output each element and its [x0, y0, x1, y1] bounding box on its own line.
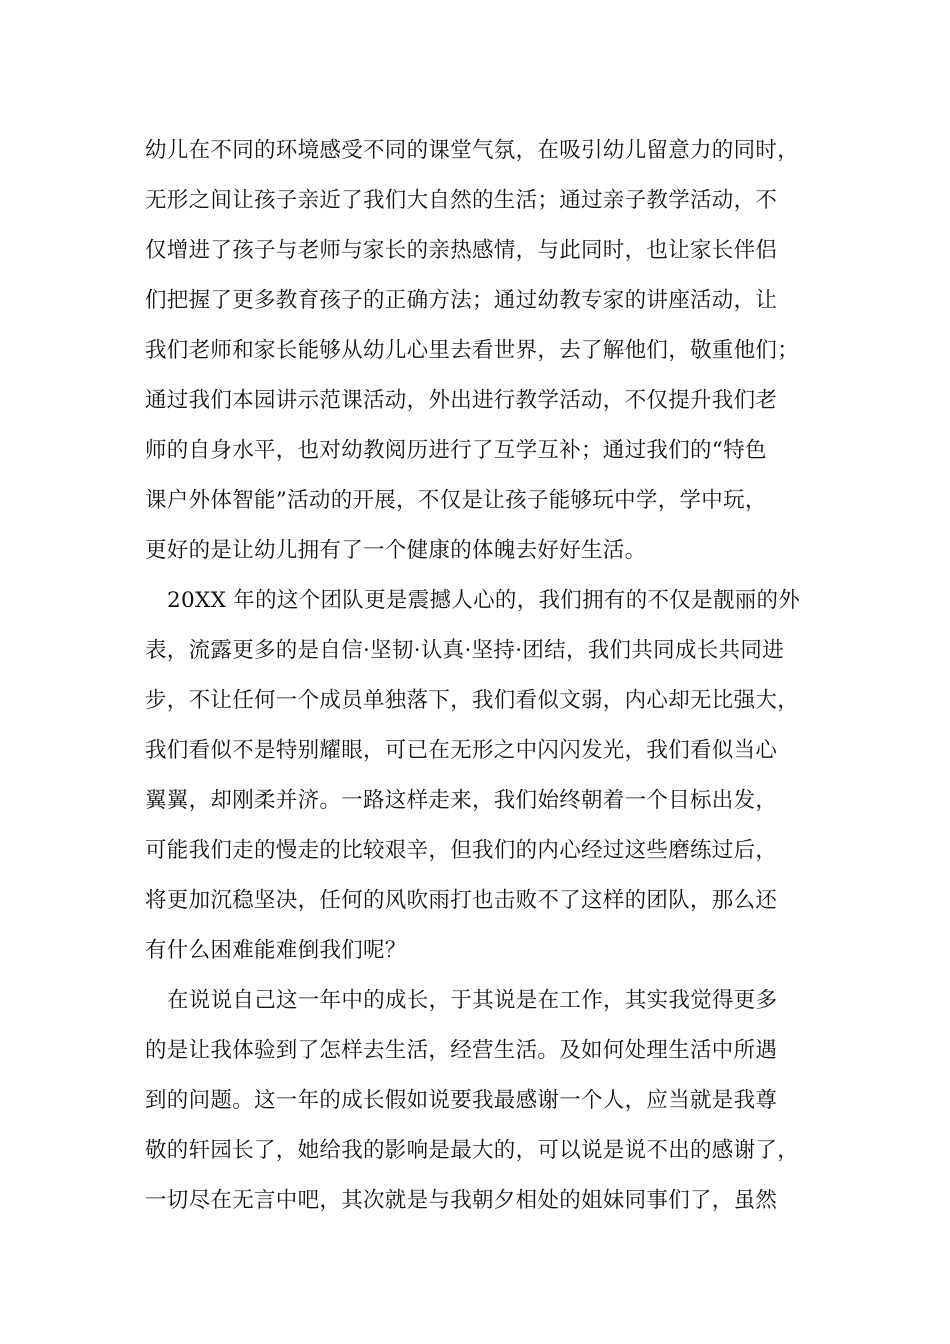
text-line: 们把握了更多教育孩子的正确方法；通过幼教专家的讲座活动，让 — [145, 288, 778, 313]
text-line: 敬的轩园长了，她给我的影响是最大的，可以说是说不出的感谢了， — [145, 1138, 800, 1163]
text-line: 我们看似不是特别耀眼，可已在无形之中闪闪发光，我们看似当心 — [145, 738, 778, 763]
text-line: 课户外体智能”活动的开展，不仅是让孩子能够玩中学，学中玩， — [145, 488, 767, 513]
text-line: 一切尽在无言中吧，其次就是与我朝夕相处的姐妹同事们了，虽然 — [145, 1188, 778, 1213]
text-line: 的是让我体验到了怎样去生活，经营生活。及如何处理生活中所遇 — [145, 1038, 778, 1063]
text-line: 更好的是让幼儿拥有了一个健康的体魄去好好生活。 — [145, 538, 647, 563]
paragraph-2 — [145, 576, 825, 976]
text-line: 通过我们本园讲示范课活动，外出进行教学活动，不仅提升我们老 — [145, 388, 778, 413]
paragraph-1 — [145, 126, 825, 576]
text-line: 无形之间让孩子亲近了我们大自然的生活；通过亲子教学活动，不 — [145, 188, 778, 213]
text-line: 仅增进了孩子与老师与家长的亲热感情，与此同时，也让家长伴侣 — [145, 238, 778, 263]
text-line: 到的问题。这一年的成长假如说要我最感谢一个人，应当就是我尊 — [145, 1088, 778, 1113]
text-line: 步，不让任何一个成员单独落下，我们看似文弱，内心却无比强大， — [145, 688, 800, 713]
text-line: 将更加沉稳坚决，任何的风吹雨打也击败不了这样的团队，那么还 — [145, 888, 778, 913]
document-body — [145, 126, 825, 1226]
text-line-first: 在说说自己这一年中的成长，于其说是在工作，其实我觉得更多 — [167, 988, 778, 1013]
text-line: 表，流露更多的是自信·坚韧·认真·坚持·团结，我们共同成长共同进 — [145, 638, 784, 663]
text-line: 可能我们走的慢走的比较艰辛，但我们的内心经过这些磨练过后， — [145, 838, 778, 863]
text-line: 幼儿在不同的环境感受不同的课堂气氛，在吸引幼儿留意力的同时， — [145, 138, 800, 163]
text-line-first: 20XX 年的这个团队更是震撼人心的，我们拥有的不仅是靓丽的外 — [167, 588, 801, 613]
text-line: 翼翼，却刚柔并济。一路这样走来，我们始终朝着一个目标出发， — [145, 788, 778, 813]
text-line: 有什么困难能难倒我们呢？ — [145, 938, 407, 963]
paragraph-3 — [145, 976, 825, 1226]
text-line: 我们老师和家长能够从幼儿心里去看世界，去了解他们，敬重他们； — [145, 338, 800, 363]
text-line: 师的自身水平，也对幼教阅历进行了互学互补；通过我们的“特色 — [145, 438, 767, 463]
